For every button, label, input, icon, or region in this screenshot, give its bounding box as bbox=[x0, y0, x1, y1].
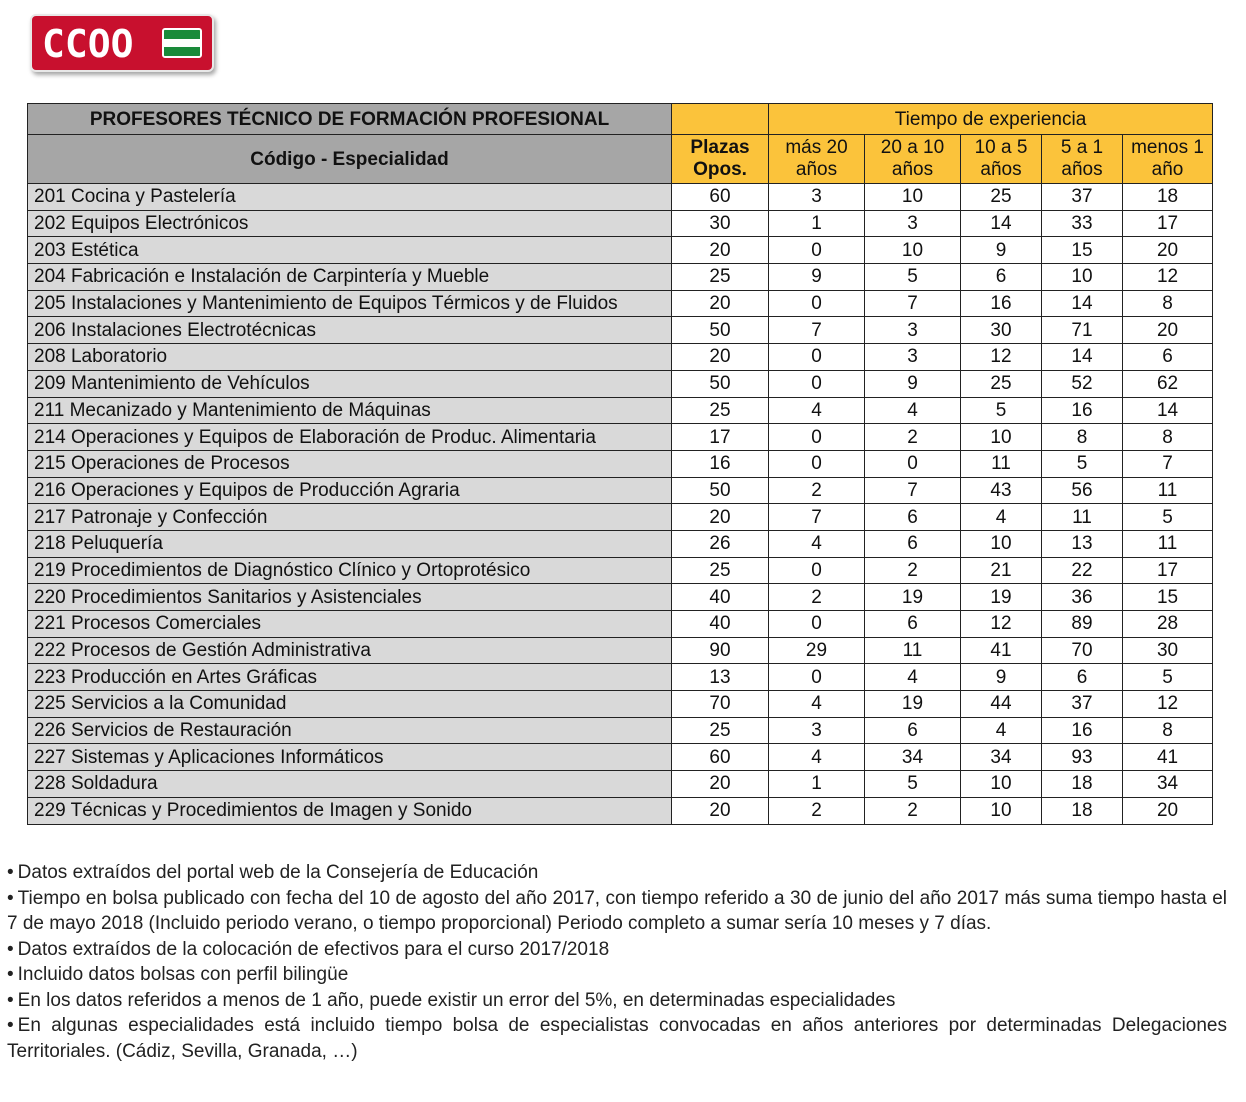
experience-value-cell: 10 bbox=[961, 530, 1042, 557]
experience-value-cell: 12 bbox=[961, 611, 1042, 638]
plazas-cell: 60 bbox=[672, 184, 769, 211]
experience-value-cell: 0 bbox=[769, 664, 865, 691]
experience-value-cell: 4 bbox=[769, 530, 865, 557]
footnote-item bbox=[7, 860, 1227, 886]
experience-value-cell: 36 bbox=[1042, 584, 1123, 611]
experience-value-cell: 43 bbox=[961, 477, 1042, 504]
plazas-cell: 90 bbox=[672, 637, 769, 664]
experience-value-cell: 0 bbox=[769, 370, 865, 397]
footnote-text: En algunas especialidades está incluido tiempo bolsa de especialistas convocadas en años anteriores por determinadas Delegaciones Territoriales. (Cádiz, Sevilla, Granada, …) bbox=[7, 1015, 1227, 1062]
experience-value-cell: 9 bbox=[961, 664, 1042, 691]
experience-value-cell: 14 bbox=[1042, 290, 1123, 317]
footnote-item bbox=[7, 1013, 1227, 1064]
specialty-name-cell: 226 Servicios de Restauración bbox=[28, 717, 672, 744]
experience-value-cell: 37 bbox=[1042, 691, 1123, 718]
experience-value-cell: 20 bbox=[1123, 237, 1213, 264]
table-row bbox=[28, 370, 1213, 397]
specialty-name-cell: 222 Procesos de Gestión Administrativa bbox=[28, 637, 672, 664]
specialty-name-cell: 223 Producción en Artes Gráficas bbox=[28, 664, 672, 691]
bullet-icon: • bbox=[7, 1015, 14, 1036]
specialty-name-cell: 202 Equipos Electrónicos bbox=[28, 210, 672, 237]
experience-value-cell: 10 bbox=[961, 424, 1042, 451]
experience-value-cell: 10 bbox=[865, 237, 961, 264]
experience-value-cell: 11 bbox=[1123, 477, 1213, 504]
experience-value-cell: 11 bbox=[865, 637, 961, 664]
experience-value-cell: 22 bbox=[1042, 557, 1123, 584]
experience-value-cell: 2 bbox=[865, 797, 961, 824]
experience-value-cell: 20 bbox=[1123, 317, 1213, 344]
experience-value-cell: 0 bbox=[769, 557, 865, 584]
experience-value-cell: 25 bbox=[961, 370, 1042, 397]
exp-header-10to5 bbox=[961, 135, 1042, 184]
code-specialty-header: Código - Especialidad bbox=[28, 135, 672, 184]
plazas-cell: 20 bbox=[672, 504, 769, 531]
exp-header-5to1 bbox=[1042, 135, 1123, 184]
experience-value-cell: 2 bbox=[769, 477, 865, 504]
plazas-cell: 25 bbox=[672, 264, 769, 291]
plazas-cell: 13 bbox=[672, 664, 769, 691]
table-row bbox=[28, 530, 1213, 557]
experience-value-cell: 4 bbox=[769, 744, 865, 771]
plazas-cell: 25 bbox=[672, 717, 769, 744]
experience-value-cell: 12 bbox=[1123, 691, 1213, 718]
experience-value-cell: 16 bbox=[1042, 397, 1123, 424]
table-row bbox=[28, 797, 1213, 824]
experience-value-cell: 3 bbox=[865, 317, 961, 344]
experience-value-cell: 5 bbox=[1123, 664, 1213, 691]
experience-value-cell: 41 bbox=[961, 637, 1042, 664]
plazas-cell: 20 bbox=[672, 290, 769, 317]
footnote-text: Datos extraídos del portal web de la Consejería de Educación bbox=[17, 862, 539, 883]
footnote-text: Tiempo en bolsa publicado con fecha del 10 de agosto del año 2017, con tiempo referido a 30 de junio del año 2017 más suma tiempo hasta el 7 de mayo 2018 (Incluido periodo verano, o tiempo proporcional) Periodo completo a sumar sería 10 meses y 7 días. bbox=[7, 887, 1227, 934]
plazas-header-line1: Plazas bbox=[690, 137, 750, 158]
footnote-text: Incluido datos bolsas con perfil bilingüe bbox=[17, 964, 349, 985]
experience-value-cell: 7 bbox=[865, 290, 961, 317]
experience-value-cell: 19 bbox=[865, 584, 961, 611]
specialty-name-cell: 204 Fabricación e Instalación de Carpintería y Mueble bbox=[28, 264, 672, 291]
table-row bbox=[28, 637, 1213, 664]
footnote-item bbox=[7, 937, 1227, 963]
experience-value-cell: 89 bbox=[1042, 611, 1123, 638]
exp-header-line2: año bbox=[1151, 159, 1184, 180]
experience-value-cell: 11 bbox=[961, 450, 1042, 477]
logo-text bbox=[42, 22, 134, 66]
experience-value-cell: 13 bbox=[1042, 530, 1123, 557]
footnote-item bbox=[7, 988, 1227, 1014]
experience-value-cell: 11 bbox=[1042, 504, 1123, 531]
experience-value-cell: 4 bbox=[961, 717, 1042, 744]
experience-value-cell: 4 bbox=[769, 397, 865, 424]
experience-value-cell: 3 bbox=[865, 210, 961, 237]
experience-value-cell: 28 bbox=[1123, 611, 1213, 638]
experience-value-cell: 18 bbox=[1042, 797, 1123, 824]
experience-value-cell: 0 bbox=[769, 344, 865, 371]
experience-value-cell: 14 bbox=[961, 210, 1042, 237]
specialty-name-cell: 227 Sistemas y Aplicaciones Informáticos bbox=[28, 744, 672, 771]
exp-header-line2: años bbox=[891, 159, 934, 180]
experience-value-cell: 25 bbox=[961, 184, 1042, 211]
exp-header-line2: años bbox=[795, 159, 838, 180]
experience-value-cell: 0 bbox=[769, 611, 865, 638]
experience-value-cell: 2 bbox=[769, 797, 865, 824]
experience-value-cell: 5 bbox=[865, 771, 961, 798]
experience-value-cell: 0 bbox=[769, 450, 865, 477]
plazas-cell: 20 bbox=[672, 237, 769, 264]
experience-value-cell: 19 bbox=[961, 584, 1042, 611]
footnote-item bbox=[7, 962, 1227, 988]
experience-value-cell: 7 bbox=[1123, 450, 1213, 477]
experience-value-cell: 21 bbox=[961, 557, 1042, 584]
specialty-name-cell: 229 Técnicas y Procedimientos de Imagen y Sonido bbox=[28, 797, 672, 824]
experience-value-cell: 6 bbox=[865, 611, 961, 638]
specialty-name-cell: 225 Servicios a la Comunidad bbox=[28, 691, 672, 718]
exp-header-less1 bbox=[1123, 135, 1213, 184]
experience-value-cell: 8 bbox=[1123, 717, 1213, 744]
experience-value-cell: 6 bbox=[1123, 344, 1213, 371]
experience-value-cell: 6 bbox=[961, 264, 1042, 291]
experience-value-cell: 70 bbox=[1042, 637, 1123, 664]
experience-value-cell: 10 bbox=[865, 184, 961, 211]
specialty-name-cell: 219 Procedimientos de Diagnóstico Clínico y Ortoprotésico bbox=[28, 557, 672, 584]
experience-value-cell: 9 bbox=[865, 370, 961, 397]
experience-value-cell: 10 bbox=[961, 797, 1042, 824]
experience-value-cell: 14 bbox=[1123, 397, 1213, 424]
exp-header-20to10 bbox=[865, 135, 961, 184]
table-row bbox=[28, 611, 1213, 638]
table-row bbox=[28, 584, 1213, 611]
experience-value-cell: 0 bbox=[769, 424, 865, 451]
table-row bbox=[28, 237, 1213, 264]
logo-text-label: CCOO bbox=[42, 22, 134, 66]
experience-value-cell: 16 bbox=[961, 290, 1042, 317]
plazas-cell: 50 bbox=[672, 477, 769, 504]
footnotes bbox=[7, 860, 1227, 1064]
specialty-name-cell: 214 Operaciones y Equipos de Elaboración de Produc. Alimentaria bbox=[28, 424, 672, 451]
specialty-name-cell: 218 Peluquería bbox=[28, 530, 672, 557]
experience-value-cell: 41 bbox=[1123, 744, 1213, 771]
plazas-cell: 16 bbox=[672, 450, 769, 477]
exp-header-line1: 20 a 10 bbox=[880, 137, 945, 158]
experience-value-cell: 8 bbox=[1042, 424, 1123, 451]
experience-value-cell: 9 bbox=[961, 237, 1042, 264]
experience-value-cell: 3 bbox=[865, 344, 961, 371]
experience-value-cell: 15 bbox=[1042, 237, 1123, 264]
bullet-icon: • bbox=[7, 938, 14, 960]
experience-group-header: Tiempo de experiencia bbox=[769, 104, 1213, 135]
experience-value-cell: 34 bbox=[1123, 771, 1213, 798]
experience-value-cell: 4 bbox=[865, 664, 961, 691]
header-blank bbox=[672, 104, 769, 135]
footnote-text: Datos extraídos de la colocación de efectivos para el curso 2017/2018 bbox=[17, 938, 610, 960]
experience-value-cell: 33 bbox=[1042, 210, 1123, 237]
plazas-cell: 25 bbox=[672, 397, 769, 424]
plazas-cell: 20 bbox=[672, 797, 769, 824]
plazas-cell: 50 bbox=[672, 370, 769, 397]
footnote-item bbox=[7, 886, 1227, 937]
plazas-cell: 25 bbox=[672, 557, 769, 584]
exp-header-line1: 10 a 5 bbox=[974, 137, 1028, 158]
plazas-cell: 70 bbox=[672, 691, 769, 718]
exp-header-more20 bbox=[769, 135, 865, 184]
experience-value-cell: 9 bbox=[769, 264, 865, 291]
exp-header-line1: menos 1 bbox=[1131, 137, 1204, 158]
experience-value-cell: 1 bbox=[769, 771, 865, 798]
experience-value-cell: 12 bbox=[961, 344, 1042, 371]
experience-value-cell: 5 bbox=[961, 397, 1042, 424]
bullet-icon: • bbox=[7, 862, 14, 883]
experience-value-cell: 17 bbox=[1123, 210, 1213, 237]
experience-value-cell: 20 bbox=[1123, 797, 1213, 824]
experience-value-cell: 30 bbox=[1123, 637, 1213, 664]
specialty-name-cell: 201 Cocina y Pastelería bbox=[28, 184, 672, 211]
table-row bbox=[28, 424, 1213, 451]
experience-value-cell: 0 bbox=[769, 237, 865, 264]
specialty-name-cell: 228 Soldadura bbox=[28, 771, 672, 798]
experience-value-cell: 3 bbox=[769, 717, 865, 744]
experience-value-cell: 8 bbox=[1123, 290, 1213, 317]
table-row bbox=[28, 264, 1213, 291]
specialty-name-cell: 203 Estética bbox=[28, 237, 672, 264]
table-row bbox=[28, 317, 1213, 344]
experience-value-cell: 2 bbox=[865, 424, 961, 451]
experience-value-cell: 5 bbox=[865, 264, 961, 291]
footnote-text: En los datos referidos a menos de 1 año, puede existir un error del 5%, en determinadas especialidades bbox=[17, 989, 896, 1011]
specialty-name-cell: 211 Mecanizado y Mantenimiento de Máquinas bbox=[28, 397, 672, 424]
exp-header-line2: años bbox=[980, 159, 1022, 180]
plazas-header bbox=[672, 135, 769, 184]
experience-value-cell: 18 bbox=[1042, 771, 1123, 798]
experience-value-cell: 6 bbox=[865, 717, 961, 744]
table-row bbox=[28, 397, 1213, 424]
experience-value-cell: 2 bbox=[865, 557, 961, 584]
experience-value-cell: 14 bbox=[1042, 344, 1123, 371]
exp-header-line1: más 20 bbox=[785, 137, 848, 158]
experience-value-cell: 93 bbox=[1042, 744, 1123, 771]
experience-value-cell: 15 bbox=[1123, 584, 1213, 611]
plazas-cell: 20 bbox=[672, 344, 769, 371]
table-row bbox=[28, 477, 1213, 504]
experience-value-cell: 5 bbox=[1042, 450, 1123, 477]
table-row bbox=[28, 504, 1213, 531]
experience-value-cell: 34 bbox=[865, 744, 961, 771]
experience-value-cell: 10 bbox=[1042, 264, 1123, 291]
experience-value-cell: 44 bbox=[961, 691, 1042, 718]
table-row bbox=[28, 717, 1213, 744]
experience-value-cell: 0 bbox=[865, 450, 961, 477]
specialty-name-cell: 216 Operaciones y Equipos de Producción Agraria bbox=[28, 477, 672, 504]
experience-value-cell: 18 bbox=[1123, 184, 1213, 211]
ccoo-logo bbox=[30, 14, 214, 72]
plazas-cell: 30 bbox=[672, 210, 769, 237]
plazas-cell: 60 bbox=[672, 744, 769, 771]
experience-value-cell: 56 bbox=[1042, 477, 1123, 504]
specialty-name-cell: 220 Procedimientos Sanitarios y Asistenciales bbox=[28, 584, 672, 611]
plazas-cell: 26 bbox=[672, 530, 769, 557]
experience-value-cell: 37 bbox=[1042, 184, 1123, 211]
table-body bbox=[28, 184, 1213, 825]
specialties-table bbox=[27, 103, 1213, 825]
experience-value-cell: 4 bbox=[961, 504, 1042, 531]
specialty-name-cell: 208 Laboratorio bbox=[28, 344, 672, 371]
experience-value-cell: 7 bbox=[865, 477, 961, 504]
table-row bbox=[28, 691, 1213, 718]
experience-value-cell: 4 bbox=[769, 691, 865, 718]
specialty-name-cell: 215 Operaciones de Procesos bbox=[28, 450, 672, 477]
experience-value-cell: 12 bbox=[1123, 264, 1213, 291]
experience-value-cell: 16 bbox=[1042, 717, 1123, 744]
experience-value-cell: 3 bbox=[769, 184, 865, 211]
table-row bbox=[28, 210, 1213, 237]
plazas-cell: 17 bbox=[672, 424, 769, 451]
specialty-name-cell: 209 Mantenimiento de Vehículos bbox=[28, 370, 672, 397]
experience-value-cell: 6 bbox=[1042, 664, 1123, 691]
experience-value-cell: 4 bbox=[865, 397, 961, 424]
table-row bbox=[28, 290, 1213, 317]
table-row bbox=[28, 744, 1213, 771]
experience-value-cell: 10 bbox=[961, 771, 1042, 798]
experience-value-cell: 30 bbox=[961, 317, 1042, 344]
specialty-name-cell: 217 Patronaje y Confección bbox=[28, 504, 672, 531]
experience-value-cell: 62 bbox=[1123, 370, 1213, 397]
experience-value-cell: 52 bbox=[1042, 370, 1123, 397]
experience-value-cell: 29 bbox=[769, 637, 865, 664]
table-row bbox=[28, 450, 1213, 477]
experience-value-cell: 11 bbox=[1123, 530, 1213, 557]
plazas-cell: 20 bbox=[672, 771, 769, 798]
exp-header-line2: años bbox=[1061, 159, 1103, 180]
table-row bbox=[28, 344, 1213, 371]
table-title: PROFESORES TÉCNICO DE FORMACIÓN PROFESIONAL bbox=[28, 104, 672, 135]
table-row bbox=[28, 557, 1213, 584]
bullet-icon: • bbox=[7, 887, 14, 909]
experience-value-cell: 6 bbox=[865, 530, 961, 557]
andalusia-flag-icon bbox=[162, 28, 202, 58]
plazas-header-line2: Opos. bbox=[693, 159, 747, 180]
experience-value-cell: 17 bbox=[1123, 557, 1213, 584]
bullet-icon: • bbox=[7, 964, 14, 985]
experience-value-cell: 6 bbox=[865, 504, 961, 531]
experience-value-cell: 8 bbox=[1123, 424, 1213, 451]
specialty-name-cell: 221 Procesos Comerciales bbox=[28, 611, 672, 638]
specialty-name-cell: 206 Instalaciones Electrotécnicas bbox=[28, 317, 672, 344]
specialty-name-cell: 205 Instalaciones y Mantenimiento de Equipos Térmicos y de Fluidos bbox=[28, 290, 672, 317]
plazas-cell: 50 bbox=[672, 317, 769, 344]
experience-value-cell: 0 bbox=[769, 290, 865, 317]
experience-value-cell: 34 bbox=[961, 744, 1042, 771]
experience-value-cell: 5 bbox=[1123, 504, 1213, 531]
table-row bbox=[28, 184, 1213, 211]
exp-header-line1: 5 a 1 bbox=[1060, 137, 1104, 158]
experience-value-cell: 71 bbox=[1042, 317, 1123, 344]
experience-value-cell: 19 bbox=[865, 691, 961, 718]
experience-value-cell: 1 bbox=[769, 210, 865, 237]
experience-value-cell: 2 bbox=[769, 584, 865, 611]
plazas-cell: 40 bbox=[672, 584, 769, 611]
bullet-icon: • bbox=[7, 989, 14, 1011]
experience-value-cell: 7 bbox=[769, 504, 865, 531]
experience-value-cell: 7 bbox=[769, 317, 865, 344]
table-row bbox=[28, 771, 1213, 798]
table-row bbox=[28, 664, 1213, 691]
plazas-cell: 40 bbox=[672, 611, 769, 638]
